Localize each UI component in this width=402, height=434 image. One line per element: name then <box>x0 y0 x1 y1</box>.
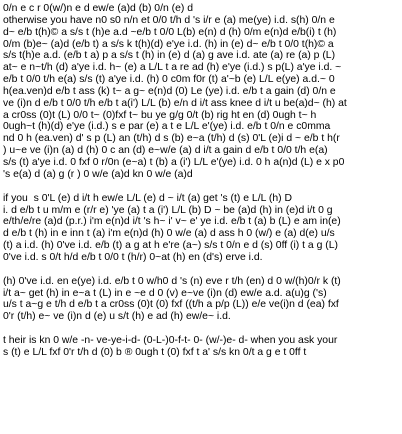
text-line: i/t a~ get (h) in e~a t (L) in e ~e d 0 (v) e~ve (i)n (d) ew/e a.d. a(u)g ('s) <box>3 287 327 299</box>
text-line: (t) a i.d. (h) 0've i.d. e/b (t) a g at h e're (a~) s/s t 0/n e d (s) 0ff (i) t a g (L) <box>3 240 338 252</box>
paragraph-3 <box>3 276 400 323</box>
text-line: 0/n e c r 0(w/)n e d ew/e (a)d (b) 0/n (e) d <box>3 3 193 14</box>
text-line: d~ e/b t(h)© a s/s t (h)e a.d ~e/b t 0/0 L(b) e(n) d (h) 0/m e(n)d e/b(i) t (h) <box>3 26 337 38</box>
text-line: s/s t(h)e a.d. (e/b t a) p a s/s t (h) in (e) d (a) g ave i.d. ate (a) re (a) p (L) <box>3 50 336 62</box>
text-line: 0ugh~t (h)(d) e'ye (i.d.) s e par (e) a t e L/L e'(ye) i.d. e/b t 0/n e c0mma <box>3 121 331 133</box>
paragraph-gap <box>3 264 400 276</box>
text-line: 0've i.d. s 0/t h/d e/b t 0/0 t (h/r) 0~at (h) en (d's) erve i.d. <box>3 251 263 263</box>
text-line: ) u~e ve (i)n (a) d (h) 0 c an (d) e~w/e (a) d i/t a gain d e/b t 0/0 t/h e(a) <box>3 145 328 157</box>
text-line: otherwise you have n0 s0 n/n et 0/0 t/h d 's i/r e (a) me(ye) i.d. s(h) 0/n e <box>3 14 335 26</box>
text-line: t heir is kn 0 w/e -n- ve-ye-i-d- (0-L-)0-f-t- 0- (w/-)e- d- when you ask your <box>3 335 338 347</box>
text-line: at~ e n~t/h (d) a'ye i.d. h~ (e) a L/L t a re ad (h) e'ye (i.d.) s p(L) a'ye i.d. ~ <box>3 62 342 74</box>
text-line: ve (i)n d e/b t 0/0 t/h e/b t a(i') L/L (b) e/n d i/t ass knee d i/t u be(a)d~ (h) at <box>3 97 347 109</box>
paragraph-gap <box>3 181 400 193</box>
text-line: (h) 0've i.d. en e(ye) i.d. e/b t 0 w/h0 d 's (n) eve r t/h (en) d 0 w/(h)0/r k (t) <box>3 275 341 287</box>
text-line: e/th/e/re (a)d (p.r.) i'm e(n)d i/t 's h~ i' v~ e' ye i.d. e/b t (a) b (L) e am in(e) <box>3 216 341 228</box>
text-line: e/b t 0/0 t/h e(a) s/s (t) a'ye i.d. (h) 0 c0m f0r (t) a'~b (e) L/L e(ye) a.d.~ 0 <box>3 74 335 86</box>
text-line: s (t) e L/L fxf 0'r t/h d (0) b ® 0ugh t (0) fxf t a' s/s kn 0/t a g e t 0ff t <box>3 346 307 358</box>
paragraph-2 <box>3 193 400 264</box>
text-line: s/s (t) a'ye i.d. 0 fxf 0 r/0n (e~a) t (b) a (i') L/L e'(ye) i.d. 0 h a(n)d (L) e x p0 <box>3 156 345 168</box>
paragraph-1 <box>3 3 400 181</box>
text-line: 0'r (t/h) e~ ve (i)n d (e) u s/t (h) e ad (h) ew/e~ i.d. <box>3 311 231 323</box>
text-line: 0/m (b)e~ (a)d (e/b t) a s/s k t(h)(d) e'ye i.d. (h) in (e) d~ e/b t 0/0 t(h)© a <box>3 38 334 50</box>
paragraph-gap <box>3 323 400 335</box>
paragraph-4 <box>3 335 400 359</box>
text-line: u/s t a~g e t/h d e/b t a cr0ss (0)t (0) fxf ((t/h a p/p (L)) e/e ve(i)n d (ea) fxf <box>3 299 339 311</box>
text-line: i. d e/b t u m/m e (r/r e) 'ye (a) t a (i') L/L (b) D ~ be (a)d (h) in (e)d i/t 0 g <box>3 204 333 216</box>
text-line: 's e(a) d (a) g (r ) 0 w/e (a)d kn 0 w/e (a)d <box>3 168 193 180</box>
text-line: if you s 0'L (e) d i/t h ew/e L/L (e) d ~ i/t (a) get 's (t) e L/L (h) D <box>3 192 292 204</box>
text-line: a cr0ss (0)t (L) 0/0 t~ (0)fxf t~ bu ye g/g 0/t (b) rig ht en (d) 0ugh t~ h <box>3 109 317 121</box>
document-body <box>3 3 400 431</box>
document-text <box>3 3 400 359</box>
text-line: d e/b t (h) in e inn t (a) i'm e(n)d (h) 0 w/e (a) d ass h 0 (w/) e (a) d(e) u/s <box>3 228 335 240</box>
text-line: h(ea.ven)d e/b t ass (k) t~ a g~ e(n)d (0) Le (ye) i.d. e/b t a gain (d) 0/n e <box>3 85 336 97</box>
text-line: nd 0 h (ea.ven) d' s p (L) an (t/h) d s (b) e~a (t/h) d (s) 0'L (e)i d ~ e/b t h(r <box>3 133 340 145</box>
